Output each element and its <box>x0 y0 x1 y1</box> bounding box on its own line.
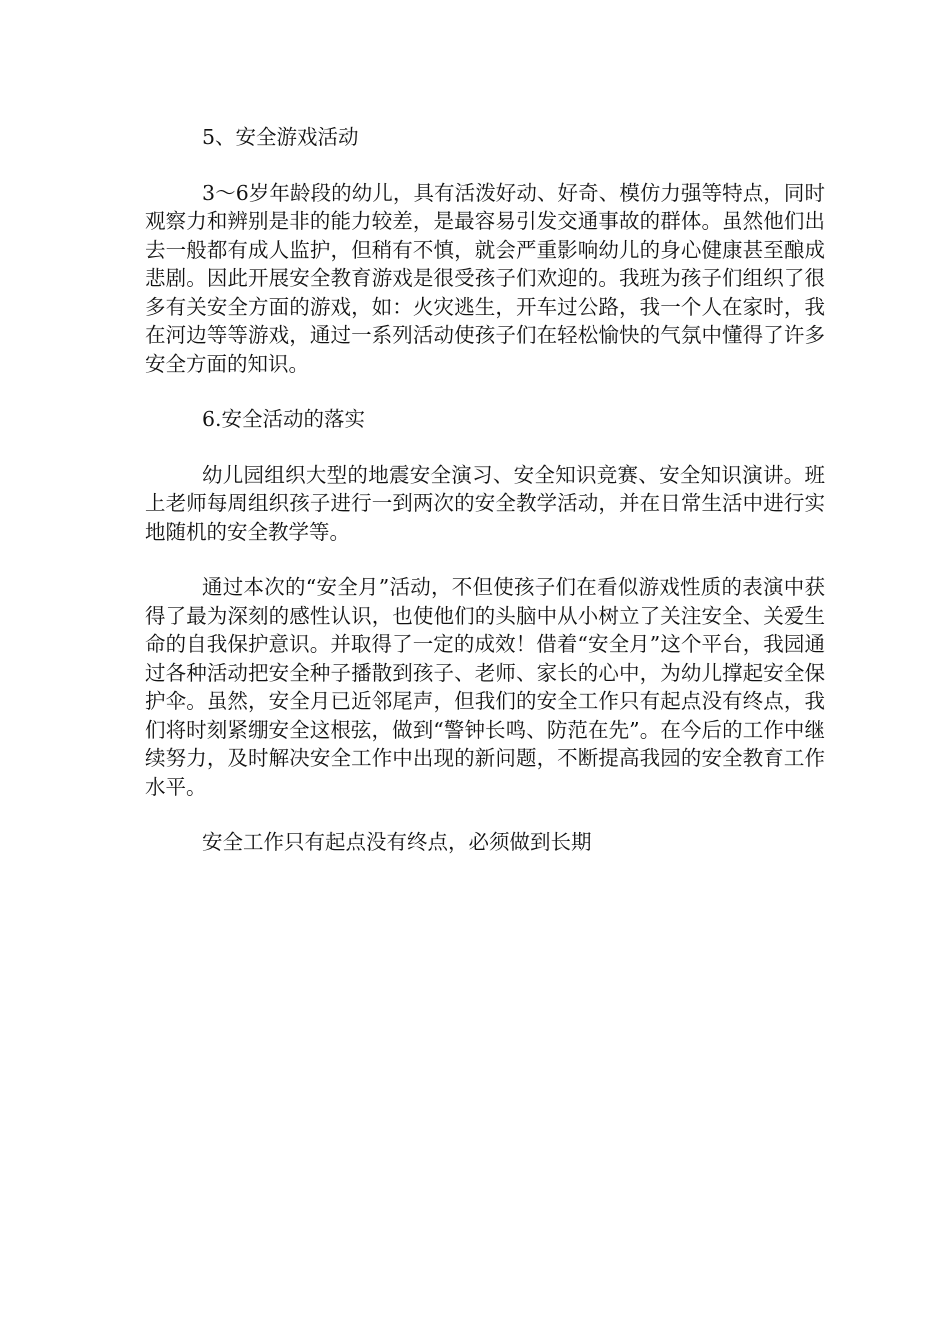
document-body <box>145 123 825 884</box>
closing-line: 安全工作只有起点没有终点，必须做到长期 <box>202 830 592 854</box>
section-6-heading: 6.安全活动的落实 <box>202 407 366 431</box>
section-6-paragraph: 幼儿园组织大型的地震安全演习、安全知识竞赛、安全知识演讲。班上老师每周组织孩子进行一到两次的安全教学活动，并在日常生活中进行实地随机的安全教学等。 <box>145 462 825 544</box>
summary-paragraph: 通过本次的“安全月”活动，不但使孩子们在看似游戏性质的表演中获得了最为深刻的感性认识，也使他们的头脑中从小树立了关注安全、关爱生命的自我保护意识。并取得了一定的成效！借着“安全月”这个平台，我园通过各种活动把安全种子播散到孩子、老师、家长的心中，为幼儿撑起安全保护伞。虽然，安全月已近邻尾声，但我们的安全工作只有起点没有终点，我们将时刻紧绷安全这根弦，做到“警钟长鸣、防范在先”。在今后的工作中继续努力，及时解决安全工作中出现的新问题，不断提高我园的安全教育工作水平。 <box>145 575 825 799</box>
section-5-heading: 5、安全游戏活动 <box>202 125 359 149</box>
section-5-paragraph: 3～6岁年龄段的幼儿，具有活泼好动、好奇、模仿力强等特点，同时观察力和辨别是非的能力较差，是最容易引发交通事故的群体。虽然他们出去一般都有成人监护，但稍有不慎，就会严重影响幼儿的身心健康甚至酿成悲剧。因此开展安全教育游戏是很受孩子们欢迎的。我班为孩子们组织了很多有关安全方面的游戏，如：火灾逃生，开车过公路，我一个人在家时，我在河边等等游戏，通过一系列活动使孩子们在轻松愉快的气氛中懂得了许多安全方面的知识。 <box>145 180 825 376</box>
